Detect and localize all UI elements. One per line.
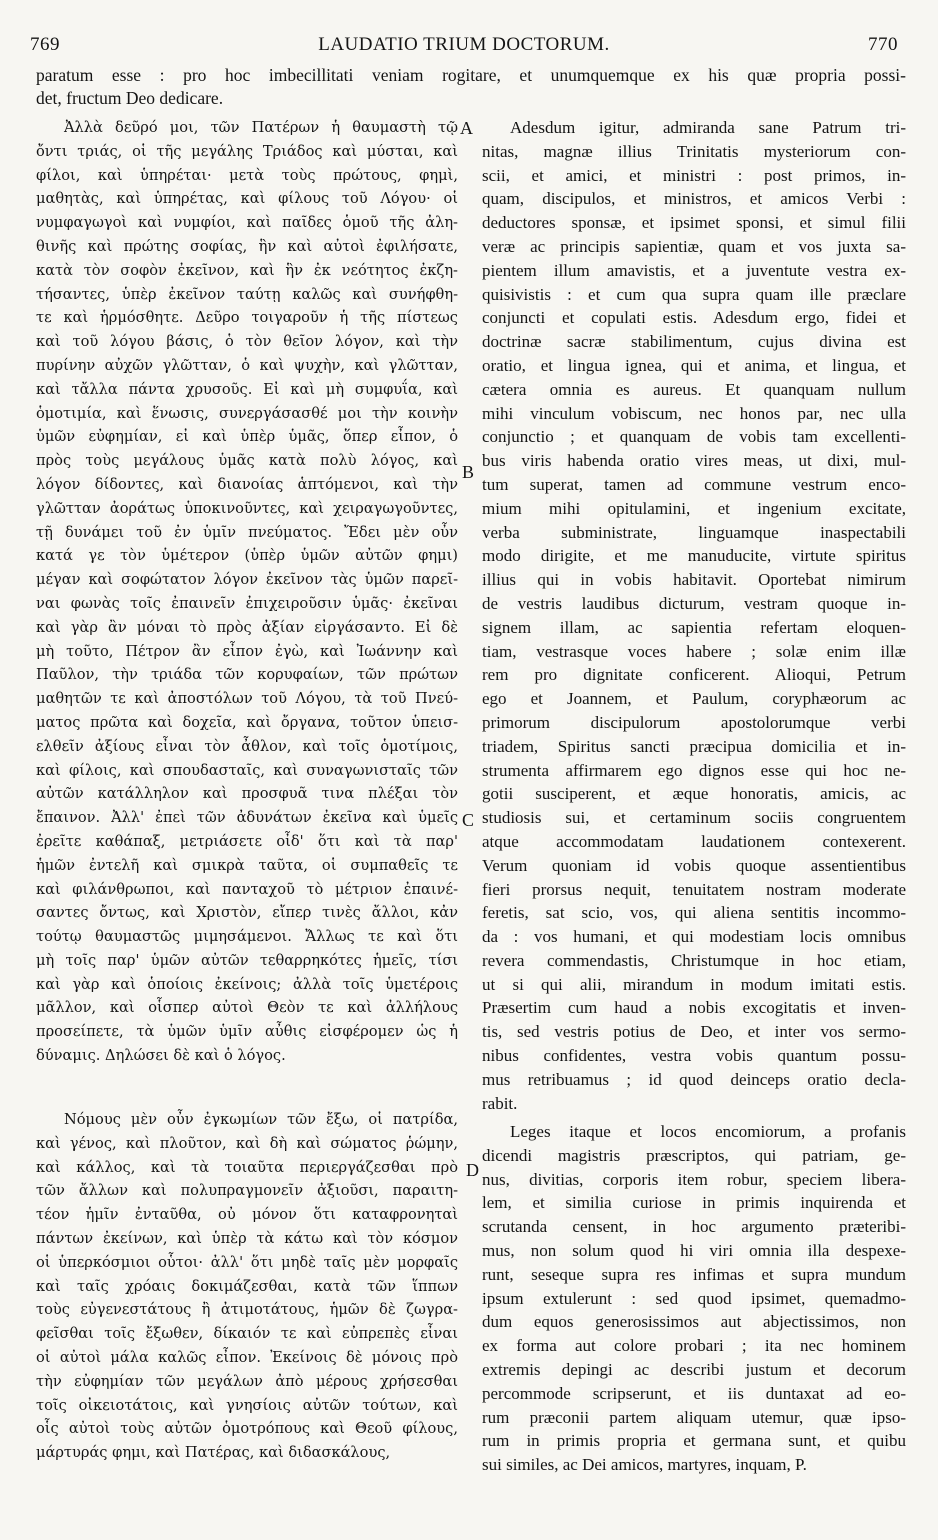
- text-line: rum in primis propria et germana sunt, et quibu: [482, 1431, 906, 1451]
- text-line: veræ ac principis sapientiæ, quam et vos juxta sa-: [482, 236, 906, 256]
- text-line: deductores sponsæ, et ipsimet sponsi, et simul filii: [482, 213, 906, 233]
- text-line: da : vos humani, et qui modestiam locis omnibus: [482, 927, 906, 947]
- text-line: nitas, magnæ illius Trinitatis mysteriorum con-: [482, 141, 906, 161]
- text-line: καὶ φιλάνθρωποι, καὶ πανταχοῦ τὸ μέτριον ἐπαινέ-: [36, 880, 458, 898]
- text-line: ματος πρῶτα καὶ δοχεῖα, καὶ ὄργανα, τοῦτον ὑπεισ-: [36, 713, 458, 731]
- text-line: φεῖσθαι τοῖς ἔξωθεν, δίκαιόν τε καὶ εὐπρεπὲς εἶναι: [36, 1325, 458, 1343]
- text-line: verba subministrate, linguamque inaspectabili: [482, 522, 906, 542]
- text-line: feretis, sat scio, vos, qui aliena sentitis incommo-: [482, 903, 906, 923]
- text-line: nibus confidentes, vestra vobis quantum possu-: [482, 1046, 906, 1066]
- text-line: φίλοι, καὶ ὑπηρέται· μετὰ τοὺς πρώτους, φημὶ,: [36, 166, 458, 184]
- text-line: γλῶτταν ἀοράτως ὑποκινοῦντες, καὶ χειραγωγοῦντες,: [36, 499, 458, 517]
- text-line: Verum quoniam id vobis quoque assentientibus: [482, 855, 906, 875]
- text-line: signem illam, ac sapientia refertam eloquen-: [482, 617, 906, 637]
- text-line: καὶ γένος, καὶ πλοῦτον, καὶ δὴ καὶ σώματος ῥώμην,: [36, 1134, 458, 1152]
- section-marker-b: B: [462, 462, 475, 482]
- text-line: τοὺς εὐγενεστάτους ἢ ἀτιμοτάτους, ἡμῶν δὲ ζωγρα-: [36, 1301, 458, 1319]
- text-line: κατά γε τὸν ὑμέτερον (ὑπὲρ ὑμῶν αὐτῶν φημι): [36, 547, 458, 565]
- latin-column-paragraph-2: [482, 1120, 906, 1477]
- text-line: μαθητῶν τε καὶ ἀποστόλων τοῦ Λόγου, τὰ τοῦ Πνεύ-: [36, 690, 458, 708]
- text-line: τέον ἡμῖν ἐνταῦθα, οὐ μόνον ὅτι καταφρονηταὶ: [36, 1206, 458, 1224]
- text-line: gotii susciperent, et æque honoratis, amicis, ac: [482, 784, 906, 804]
- text-line: τῇ δυνάμει τοῦ ἐν ὑμῖν πνεύματος. Ἔδει μὲν οὖν: [36, 523, 458, 541]
- text-line: quisivistis : et cum qua supra quam ille præclare: [482, 284, 906, 304]
- text-line: ἡμῶν ἐντελῆ καὶ σμικρὰ ταῦτα, οἱ συμπαθεῖς τε: [36, 856, 458, 874]
- running-header: [30, 34, 898, 62]
- text-line: mihi vinculum vobiscum, nec honos par, nec ulla: [482, 403, 906, 423]
- greek-column-paragraph-1: [36, 116, 458, 1068]
- text-line: αὐτῶν κατάλληλον καὶ προσφυᾶ τινα πλέξαι τὸν: [36, 785, 458, 803]
- text-line: percommode scripserunt, et iis duntaxat ad eo-: [482, 1383, 906, 1403]
- text-line: πάντων ἐκείνων, καὶ ὑπὲρ τὰ κάτω καὶ τὸν κόσμον: [36, 1229, 458, 1247]
- text-line: triadem, Spiritus sancti præcipua domicilia et in-: [482, 736, 906, 756]
- text-line: ego et Joannem, et Paulum, coryphæorum ac: [482, 689, 906, 709]
- greek-column-paragraph-2: [36, 1108, 458, 1465]
- text-line: bus viris habenda oratio vires meas, ut dixi, mul-: [482, 451, 906, 471]
- text-line: modo dirigite, et me manuducite, virtute spiritus: [482, 546, 906, 566]
- text-line: οἱ αὐτοὶ μάλα καλῶς εἶπον. Ἐκείνοις δὲ μόνοις πρὸ: [36, 1348, 458, 1366]
- section-marker-c: C: [462, 810, 475, 830]
- text-line: oratio, et lingua ignea, qui et anima, et lingua, et: [482, 355, 906, 375]
- text-line: ἐρεῖτε καθάπαξ, μετριάσετε οἶδ' ὅτι καὶ τὰ παρ': [36, 832, 458, 850]
- text-line: dum equos generosissimos aut abjectissimos, non: [482, 1312, 906, 1332]
- text-line: rabit.: [482, 1093, 518, 1113]
- text-line: atque accommodatam laudationem contexerent.: [482, 831, 906, 851]
- text-line: οἱ ὑπερκόσμιοι οὗτοι· ἀλλ' ὅτι μηδὲ ταῖς μὲν μορφαῖς: [36, 1253, 458, 1271]
- text-line: quam, discipulos, et ministros, et amicos Verbi :: [482, 189, 906, 209]
- text-line: μέγαν καὶ σοφώτατον λόγον ἐκεῖνον τὰς ὑμῶν παρεῖ-: [36, 571, 458, 589]
- text-line: Παῦλον, τὴν τριάδα τῶν κορυφαίων, τῶν πρώτων: [36, 666, 458, 684]
- text-line: οἷς αὐτοὶ τοὺς αὐτῶν ὁμοτρόπους καὶ Θεοῦ φίλους,: [36, 1420, 458, 1438]
- text-line: tis, sed vestris potius de Deo, et inter vos sermo-: [482, 1022, 906, 1042]
- running-title: LAUDATIO TRIUM DOCTORUM.: [318, 34, 610, 55]
- text-line: primorum discipulorum apostolorumque verbi: [482, 712, 906, 732]
- text-line: ὄντι τριάς, οἱ τῆς μεγάλης Τριάδος καὶ μύσται, καὶ: [36, 142, 458, 160]
- text-line: καὶ γὰρ ἂν μόναι τὸ πρὸς ἀξίαν εἰργάσαντο. Εἰ δὲ: [36, 618, 458, 636]
- text-line: extremis depingi ac describi justum et decorum: [482, 1359, 906, 1379]
- text-line: sui similes, ac Dei amicos, martyres, inquam, P.: [482, 1455, 807, 1475]
- text-line: τήσαντες, ὑπὲρ ἐκεῖνον ταύτῃ καλῶς καὶ συνήφθη-: [36, 285, 458, 303]
- text-line: tum superat, tamen ad commune vestrum enco-: [482, 474, 906, 494]
- text-line: δύναμις. Δηλώσει δὲ καὶ ὁ λόγος.: [36, 1047, 286, 1065]
- page-number-right: 770: [868, 34, 898, 55]
- text-line: Adesdum igitur, admiranda sane Patrum tri-: [510, 118, 906, 137]
- text-line: det, fructum Deo dedicare.: [36, 88, 224, 108]
- carryover-text: [36, 64, 906, 110]
- text-line: τε καὶ ἡρμόσθητε. Δεῦρο τοιγαροῦν ἡ τῆς πίστεως: [36, 309, 458, 327]
- text-line: Ἀλλὰ δεῦρό μοι, τῶν Πατέρων ἡ θαυμαστὴ τῷ: [64, 119, 458, 136]
- section-marker-a: A: [460, 118, 473, 138]
- section-marker-d: D: [466, 1160, 479, 1180]
- page-number-left: 769: [30, 34, 60, 55]
- text-line: λόγον δίδοντες, καὶ διανοίας ἁπτόμενοι, καὶ τὴν: [36, 475, 458, 493]
- text-line: καὶ κάλλος, καὶ τὰ τοιαῦτα περιεργάζεσθαι πρὸ: [36, 1158, 458, 1176]
- text-line: conjunctio ; et quanquam de vobis tam excellenti-: [482, 427, 906, 447]
- text-line: νυμφαγωγοὶ καὶ νυμφίοι, καὶ παῖδες ὁμοῦ τῆς ἀλη-: [36, 214, 458, 232]
- text-line: rum præconii partem aliquam utemur, quæ ipso-: [482, 1407, 906, 1427]
- text-line: σαντες ὄντως, καὶ Χριστὸν, εἴπερ τινὲς ἄλλοι, κἀν: [36, 904, 458, 922]
- text-line: τοῖς οἰκειοτάτοις, καὶ γνησίοις αὐτῶν τούτων, καὶ: [36, 1396, 458, 1414]
- text-line: τὴν εὐφημίαν τῶν μεγάλων ἀπὸ μέρους χρήσεσθαι: [36, 1372, 458, 1390]
- text-line: tiam, vestrasque voces habere ; solæ enim illæ: [482, 641, 906, 661]
- text-line: μαθητὰς, καὶ ὑπηρέτας, καὶ φίλους τοῦ Λόγου· οἱ: [36, 190, 458, 208]
- text-line: scrutanda censent, in hoc argumento præteribi-: [482, 1217, 906, 1237]
- text-line: προσείπετε, τὰ ὑμῶν ὑμῖν αὖθις εἰσφέρομεν ὡς ἡ: [36, 1023, 458, 1041]
- text-line: ὁμοτιμία, καὶ ἕνωσις, συνεργάσασθέ μοι τὴν κοινὴν: [36, 404, 458, 422]
- latin-column-paragraph-1: [482, 116, 906, 1115]
- text-line: Νόμους μὲν οὖν ἐγκωμίων τῶν ἔξω, οἱ πατρίδα,: [64, 1111, 458, 1128]
- text-line: πρὸς τοὺς μεγάλους ὑμᾶς κατὰ πολὺ λόγος, καὶ: [36, 452, 458, 470]
- text-line: μᾶλλον, καὶ οἷσπερ αὐτοὶ Θεὸν τε καὶ ἀλλήλους: [36, 999, 458, 1017]
- text-line: rem pro dignitate conficerent. Alioqui, Petrum: [482, 665, 906, 685]
- text-line: καὶ γὰρ καὶ ὁποίοις ἐκείνοις; ἀλλὰ τοῖς ὑμετέροις: [36, 975, 458, 993]
- text-line: runt, seseque supra res infimas et supra mundum: [482, 1264, 906, 1284]
- text-line: κατὰ τὸν σοφὸν ἐκεῖνον, καὶ ἣν ἐκ νεότητος ἐκζη-: [36, 261, 458, 279]
- text-line: ὑμῶν εὐφημίαν, εἰ καὶ ὑπὲρ ὑμᾶς, ὅπερ εἶπον, ὁ: [36, 428, 458, 446]
- text-line: cætera omnia es aureus. Et quanquam nullum: [482, 379, 906, 399]
- text-line: dicendi magistris præscriptos, qui patriam, ge-: [482, 1145, 906, 1165]
- text-line: ναι φωνὰς τοῖς ἐπαινεῖν ἐπιχειροῦσιν ὑμᾶς· ἐκεῖναι: [36, 594, 458, 612]
- text-line: καὶ τἄλλα πάντα χρυσοῦς. Εἰ καὶ μὴ συμφυΐα, καὶ: [36, 380, 458, 398]
- text-line: ut si qui alii, mirandum in modum imitati estis.: [482, 974, 906, 994]
- text-line: de vestris laudibus dicturum, vestram quoque in-: [482, 593, 906, 613]
- text-line: mium mihi opitulamini, et ingenium excitate,: [482, 498, 906, 518]
- text-line: conjuncti et copulati estis. Adesdum ergo, fidei et: [482, 308, 906, 328]
- text-line: Leges itaque et locos encomiorum, a profanis: [510, 1122, 906, 1141]
- text-line: studiosis sui, et certaminum sociis congruentem: [482, 808, 906, 828]
- text-line: τῶν ἄλλων καὶ πολυπραγμονεῖν ἀξιοῦσι, παραιτη-: [36, 1182, 458, 1200]
- text-line: ipsum extulerunt : sed quod ipsimet, quemadmo-: [482, 1288, 906, 1308]
- text-line: paratum esse : pro hoc imbecillitati veniam rogitare, et unumquemque ex his quæ propria possi-: [36, 65, 906, 85]
- text-line: μὴ τοῦτο, Πέτρον ἂν εἶπον ἐγὼ, καὶ Ἰωάννην καὶ: [36, 642, 458, 660]
- text-line: scii, et amici, et ministri : post primos, in-: [482, 165, 906, 185]
- text-line: revera commendastis, Christumque in hoc etiam,: [482, 950, 906, 970]
- text-line: strumenta affirmarem ego dignos esse qui hoc ne-: [482, 760, 906, 780]
- text-line: πυρίνην αὐχῶν γλῶτταν, ὁ καὶ ψυχὴν, καὶ γλῶτταν,: [36, 356, 458, 374]
- text-line: μάρτυράς φημι, καὶ Πατέρας, καὶ διδασκάλους,: [36, 1444, 391, 1462]
- text-line: nus, divitias, corporis item robur, speciem libera-: [482, 1169, 906, 1189]
- text-line: ex forma aut colore probari ; ita nec hominem: [482, 1336, 906, 1356]
- text-line: ελθεῖν ἀξίους εἶναι τὸν ἆθλον, καὶ τοῖς ὁμοτίμοις,: [36, 737, 458, 755]
- text-line: lem, et similia curiose in primis inquirenda et: [482, 1193, 906, 1213]
- text-line: καὶ φίλοις, καὶ σπουδασταῖς, καὶ συναγωνισταῖς τῶν: [36, 761, 458, 779]
- text-line: Præsertim cum haud a nobis excogitatis et inven-: [482, 998, 906, 1018]
- text-line: καὶ ταῖς χρόαις δοκιμάζεσθαι, κατὰ τῶν ἵππων: [36, 1277, 458, 1295]
- text-line: τούτῳ θαυμαστῶς μιμησάμενοι. Ἄλλως τε καὶ ὅτι: [36, 928, 458, 946]
- text-line: doctrinæ sacræ stabilimentum, cujus divina est: [482, 332, 906, 352]
- text-line: fieri prorsus nequit, tenuitatem nostram moderate: [482, 879, 906, 899]
- text-line: mus, non solum quod hi viri omnia illa despexe-: [482, 1240, 906, 1260]
- text-line: ἔπαινον. Ἀλλ' ἐπεὶ τῶν ἀδυνάτων ἐκεῖνα καὶ ὑμεῖς: [36, 809, 458, 827]
- text-line: mus retribuamus ; id quod deinceps oratio decla-: [482, 1069, 906, 1089]
- text-line: illius qui in vobis habitavit. Oportebat nimirum: [482, 570, 906, 590]
- text-line: θινῆς καὶ πρώτης σοφίας, ἣν καὶ αὐτοὶ ἐφιλήσατε,: [36, 237, 458, 255]
- text-line: μὴ τοῖς παρ' ὑμῶν αὐτῶν τεθαρρηκότες ἡμεῖς, τίσι: [36, 951, 458, 969]
- text-line: καὶ τοῦ λόγου βάσις, ὁ τὸν θεῖον λόγον, καὶ τὴν: [36, 333, 458, 351]
- text-line: pientem illum amavistis, et a juventute vestra ex-: [482, 260, 906, 280]
